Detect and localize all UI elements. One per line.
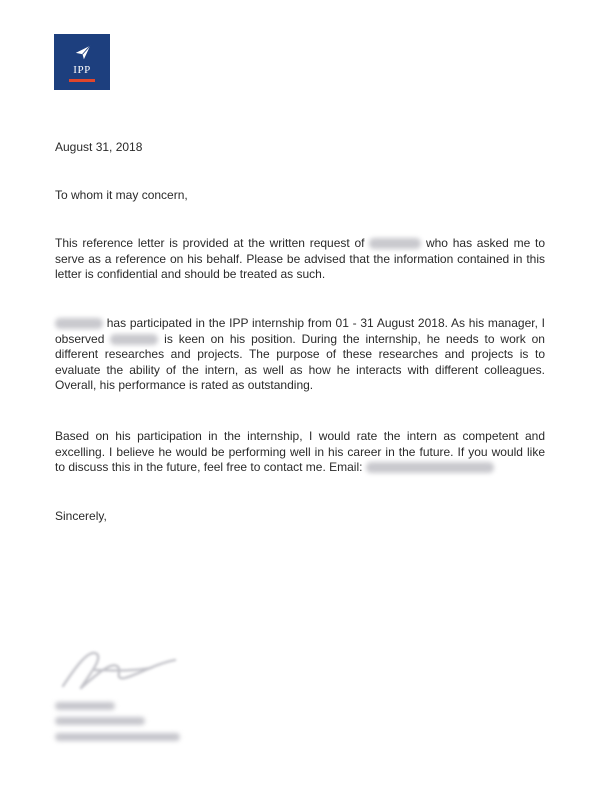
paragraph-internship [55,316,545,394]
redacted-name [110,334,158,345]
redacted-signatory-name [55,702,115,710]
company-logo [54,34,110,90]
paragraph-request-text-b: who has asked me to serve as a reference on his behalf. Please be advised that the information contained in this letter is confidential and should be treated as such. [55,236,545,281]
redacted-signatory-company [55,733,180,741]
letter-salutation: To whom it may concern, [55,188,188,202]
redacted-signatory-title [55,717,145,725]
paragraph-request-text-a: This reference letter is provided at the written request of [55,236,365,250]
paragraph-internship-text-b: is keen on his position. During the internship, he needs to work on different researches and projects. The purpose of these researches and projects is to evaluate the ability of the intern, as well as how he interacts with different colleagues. Overall, his performance is rated as outstanding. [55,331,545,392]
paragraph-request [55,236,545,283]
logo-text: IPP [73,64,91,76]
redacted-email [366,462,494,473]
paragraph-rating [55,429,545,476]
logo-accent-bar [69,79,95,82]
signature [55,640,205,700]
paper-plane-icon [74,43,92,61]
letter-date: August 31, 2018 [55,140,143,154]
letter-closing: Sincerely, [55,509,107,523]
redacted-name [369,238,421,249]
redacted-name [55,318,103,329]
paragraph-rating-text: Based on his participation in the internship, I would rate the intern as competent and excelling. I believe he would be performing well in his career in the future. If you would like to discuss this in the future, feel free to contact me. Email: [55,429,545,474]
paragraph-internship-text-a: has participated in the IPP internship from 01 - 31 August 2018. As his manager, I observed [55,316,545,346]
